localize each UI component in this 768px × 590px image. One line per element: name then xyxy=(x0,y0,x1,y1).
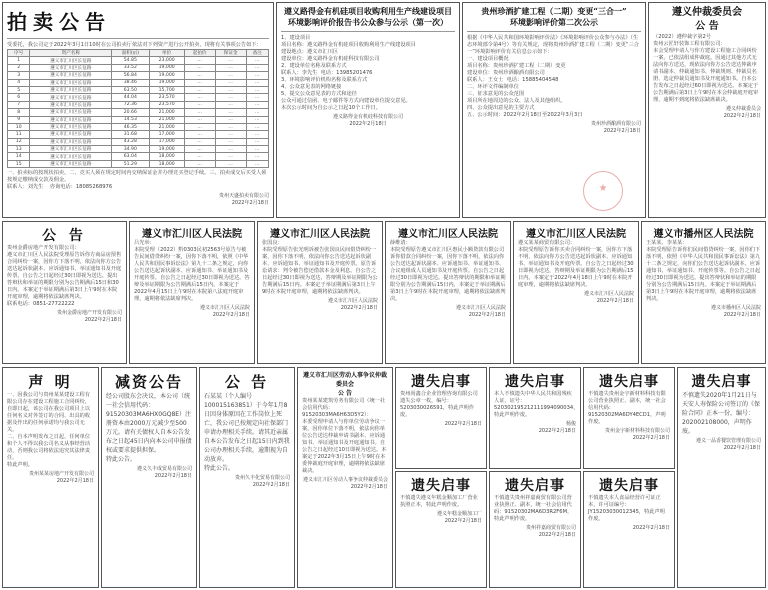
notice-body: 吕光举： 本院受理（2022）黔0303民初2563号原告与被告民间借贷纠纷一案，因你下落不明，依照《中华人民共和国民事诉讼法》第九十二条之规定，向你公告送达起诉状副本、应诉通知书、举证通知书及开庭传票。自公告之日起经过30日即视为送达。答辩及举证期限为公告期满后15日内。本案定于2022年4月15日上午9时在本院第八法庭开庭审理，逾期将依法缺席判决。 xyxy=(134,240,250,302)
table-cell: … xyxy=(215,94,246,101)
divider xyxy=(281,30,455,33)
auction-table-body xyxy=(8,57,269,168)
capital-reduction-notice xyxy=(101,367,197,588)
table-cell: … xyxy=(246,79,269,86)
table-row xyxy=(8,116,269,123)
table-cell: … xyxy=(184,79,215,86)
table-cell: … xyxy=(215,138,246,145)
public-notice xyxy=(199,367,295,588)
notice-title: 遵义市汇川区人民法院 xyxy=(270,229,370,240)
lost-notice-4 xyxy=(677,367,766,588)
table-cell: 18,000 xyxy=(149,153,184,160)
table-row xyxy=(8,94,269,101)
notice-signature: 贵州某某房地产开发有限公司 2022年2月18日 xyxy=(28,471,94,484)
notice-signature: 遵义市汇川区人民法院 2022年2月18日 xyxy=(455,305,506,318)
divider xyxy=(467,30,641,33)
table-cell: 遵义市汇川区长征路 xyxy=(30,101,112,108)
table-cell: 51.29 xyxy=(112,160,149,167)
table-cell: 8 xyxy=(8,109,30,116)
table-cell: 43.28 xyxy=(112,138,149,145)
table-cell: … xyxy=(246,101,269,108)
notice-row2-3 xyxy=(257,221,383,364)
arbitration-notice xyxy=(648,2,766,218)
notice-body: 不慎遗失遵义年糕金顺加工厂营业执照正本，特此声明作废。 xyxy=(400,495,478,508)
notice-body: 薛维清： 本院受理原告遵义市汇川区惠民小额贷款有限公司诉你借款合同纠纷一案，因你下落不明，依法向你公告送达起诉状副本、应诉通知书、举证通知书、合议庭组成人员通知书及开庭传票。自公告之日起经过30日即视为送达。提出答辩状的期限和举证期限分别为公告期满后15日内，本案定于举证期满后第3日上午9时在本院开庭审理，逾期将依法缺席判决。 xyxy=(390,240,506,302)
notice-title: 遵义市播州区人民法院 xyxy=(653,229,754,240)
lost-notice-3 xyxy=(583,367,675,469)
table-cell: 遵义市汇川区长征路 xyxy=(30,153,112,160)
notice-title: 遗失启事 xyxy=(505,374,565,390)
table-row xyxy=(8,64,269,71)
table-cell: … xyxy=(184,109,215,116)
notice-title: 遵义市汇川区人民法院 xyxy=(398,229,498,240)
notice-row2-5 xyxy=(513,221,639,364)
table-cell: … xyxy=(246,86,269,93)
table-cell: 14 xyxy=(8,153,30,160)
notice-signature: 遵义久丰成贸易有限公司 2022年2月18日 xyxy=(136,466,192,479)
table-cell: 21,000 xyxy=(149,123,184,130)
table-cell: 38.46 xyxy=(112,79,149,86)
notice-body: 经公司股东会决议，本公司（统一社会信用代码：91520303MA6HX0GQ8E）注册资本由2000万元减少至500万元。请有关债权人自本公告发布之日起45日内向本公司申报债权或要求提供担保。 特此公告。 xyxy=(106,393,192,463)
table-cell: … xyxy=(246,94,269,101)
notice-title: 公 告 xyxy=(224,373,270,391)
table-cell: 19,000 xyxy=(149,79,184,86)
table-cell: 4 xyxy=(8,79,30,86)
table-header-cell: 备注 xyxy=(246,50,269,57)
table-cell: 15 xyxy=(8,160,30,167)
table-cell: … xyxy=(184,57,215,64)
table-cell: 遵义市汇川区长征路 xyxy=(30,94,112,101)
divider xyxy=(7,37,269,40)
notice-title: 遵义市汇川区劳动人事争议仲裁委员会 公 告 xyxy=(302,372,387,397)
table-cell: 56.84 xyxy=(112,72,149,79)
table-cell: … xyxy=(215,153,246,160)
table-cell: … xyxy=(184,146,215,153)
arb-body: （2022）遵仲裁字第2号 贵州云匠轩装饰工程有限公司： 本会受理申请人与你方建设工程施工合同纠纷一案，已依法组成仲裁庭。因通过其他方式无法向你方送达，现依法向你方公告送达仲裁申请书副本、仲裁通知书、仲裁规则、仲裁员名册、选定仲裁员通知书及开庭通知书。自本公告发布之日起经过60日即视为送达。本案定于公告期满后第3日上午9时在本会仲裁庭开庭审理，逾期不到庭将依法缺席裁决。 xyxy=(653,34,759,103)
table-cell: 2 xyxy=(8,64,30,71)
auction-contact: 联系人：刘先生 咨询电话：18085268976 xyxy=(7,184,113,191)
table-row xyxy=(8,109,269,116)
table-cell: 7 xyxy=(8,101,30,108)
table-cell: 遵义市汇川区长征路 xyxy=(30,146,112,153)
auction-title: 拍卖公告 xyxy=(7,10,111,34)
notice-row2-6 xyxy=(641,221,766,364)
notice-body: 石某某（个人编号100015163851）于今年1月8日因身体原因在工作岗位上死亡，我公司已按规定向社保部门申请办理相关手续。请其近亲属自本公告发布之日起15日内到我公司办理相关手续，逾期视为自动放弃。 特此公告。 xyxy=(204,393,290,472)
table-cell: … xyxy=(246,72,269,79)
table-cell: … xyxy=(246,116,269,123)
notice-body: 不慎遗失贵州祥嘉商贸有限公司营业执照正、副本，统一社会信用代码：91520302MA6D3R2F6M，特此声明作废。 xyxy=(494,495,573,522)
table-cell: … xyxy=(184,116,215,123)
env2-title: 贵州珍酒扩建工程（二期）变更“三合一” 环境影响评价第二次公示 xyxy=(481,6,627,27)
table-cell: 遵义市汇川区长征路 xyxy=(30,72,112,79)
auction-notes: 一、拍卖标的按现状拍卖。二、竞买人须在规定时间内交纳保证金并办理竞买登记手续。三、拍卖成交后买受人须按规定缴纳成交款及佣金。 xyxy=(7,170,267,184)
notice-signature: 贵州久丰化贸易有限公司 2022年2月18日 xyxy=(234,475,290,488)
notice-title: 遗失启事 xyxy=(691,374,752,390)
table-cell: … xyxy=(215,86,246,93)
table-cell: 72.36 xyxy=(112,101,149,108)
table-cell: … xyxy=(215,131,246,138)
notice-body: 本人不慎遗失中华人民共和国残疾人证，证号：520302195212111994090034，特此声明作废。 xyxy=(494,391,579,418)
table-row xyxy=(8,86,269,93)
table-cell: … xyxy=(184,64,215,71)
lost-notice-1 xyxy=(395,367,487,469)
table-header-cell: 资产名称 xyxy=(30,50,112,57)
table-row xyxy=(8,153,269,160)
table-header-cell: 面积(㎡) xyxy=(112,50,149,57)
table-cell: … xyxy=(246,131,269,138)
table-cell: … xyxy=(246,146,269,153)
table-cell: 18,000 xyxy=(149,160,184,167)
table-cell: … xyxy=(215,116,246,123)
table-row xyxy=(8,72,269,79)
table-cell: 10 xyxy=(8,123,30,130)
table-cell: … xyxy=(215,146,246,153)
env1-signature: 遵义路得金有机硅科技有限公司 2022年2月18日 xyxy=(332,114,403,127)
env-notice-1 xyxy=(276,2,460,218)
table-cell: 遵义市汇川区长征路 xyxy=(30,116,112,123)
table-cell: … xyxy=(184,138,215,145)
table-row xyxy=(8,131,269,138)
table-header-cell: 起拍价 xyxy=(184,50,215,57)
notice-row2-1 xyxy=(2,221,127,364)
notice-title: 公 告 xyxy=(42,228,87,244)
notice-title: 遗失启事 xyxy=(411,478,471,494)
table-cell: 11 xyxy=(8,131,30,138)
table-cell: 23,570 xyxy=(149,101,184,108)
table-cell: … xyxy=(184,153,215,160)
lost-notice-6 xyxy=(489,471,581,588)
auction-table-header xyxy=(8,50,269,57)
notice-title: 遗失启事 xyxy=(505,478,565,494)
notice-body: 不慎遗失本人食品经营许可证正本，许可证编号：JY15203030012345，特此声明作废。 xyxy=(588,495,665,522)
table-cell: 44.04 xyxy=(112,94,149,101)
table-cell: 63.04 xyxy=(112,153,149,160)
notice-signature: 2022年2月18日 xyxy=(632,525,670,531)
table-cell: … xyxy=(184,123,215,130)
notice-signature: 遵义市汇川区人民法院 2022年2月18日 xyxy=(327,298,378,311)
table-cell: … xyxy=(215,123,246,130)
notice-title: 遗失启事 xyxy=(599,478,659,494)
lost-notice-5 xyxy=(395,471,487,588)
table-cell: 遵义市汇川区长征路 xyxy=(30,57,112,64)
table-cell: … xyxy=(215,64,246,71)
table-cell: … xyxy=(215,101,246,108)
table-row xyxy=(8,79,269,86)
notice-signature: 贵州金爵房地产开发有限公司 2022年2月18日 xyxy=(56,310,122,323)
notice-signature: 遵义市汇川区人民法院 2022年2月18日 xyxy=(583,291,634,304)
table-cell: … xyxy=(246,109,269,116)
notice-body: 王某某、李某某： 本院受理原告诉你们民间借贷纠纷一案，因你们下落不明，依照《中华人民共和国民事诉讼法》第九十二条之规定，向你们公告送达起诉状副本、应诉通知书、举证通知书、开庭传票等。自公告之日起经过30日即视为送达。提出答辩状和举证的期限分别为公告期满后15日内。本案定于举证期满后第3日上午9时在本院开庭审理，逾期将依法缺席判决。 xyxy=(646,240,761,302)
table-cell: 19,000 xyxy=(149,64,184,71)
table-cell: … xyxy=(215,109,246,116)
table-cell: … xyxy=(246,64,269,71)
notice-title: 声 明 xyxy=(28,373,73,391)
table-cell: 17,000 xyxy=(149,131,184,138)
table-cell: 12 xyxy=(8,138,30,145)
table-cell: … xyxy=(184,94,215,101)
table-cell: 20.66 xyxy=(112,109,149,116)
table-cell: … xyxy=(246,123,269,130)
table-cell: 21,000 xyxy=(149,109,184,116)
lost-notice-2 xyxy=(489,367,581,469)
auction-table xyxy=(7,49,269,168)
table-cell: 19,000 xyxy=(149,72,184,79)
env1-title: 遵义路得金有机硅项目收购利用生产线建设项目 环境影响评价报告书公众参与公示（第一次） xyxy=(284,6,452,27)
auction-intro: 受委托，我公司定于2022年3月1日10时在公司拍卖厅依法对下列资产进行公开拍卖，现将有关事项公告如下： xyxy=(7,42,262,48)
notice-title: 减资公告 xyxy=(114,373,183,391)
table-cell: 14.53 xyxy=(112,116,149,123)
table-cell: 遵义市汇川区长征路 xyxy=(30,79,112,86)
notice-signature: 贵州金宇新材料科技有限公司 2022年2月18日 xyxy=(604,428,670,441)
table-cell: … xyxy=(184,131,215,138)
notice-row2-2 xyxy=(129,221,255,364)
notice-body: 张国良： 本院受理原告张光明诉被告张国良民间借贷纠纷一案，因你下落不明，依法向你公告送达起诉状副本、应诉通知书、举证通知书及开庭传票。原告诉讼请求：判令被告偿还借款本金及利息。自公告之日起经过30日即视为送达，答辩期及举证期限为公告期满后15日内。本案定于举证期满后第3日上午9时在本院开庭审理，逾期将依法缺席判决。 xyxy=(262,240,378,295)
labor-arbitration-notice xyxy=(297,367,393,588)
table-cell: … xyxy=(215,57,246,64)
table-cell: 19,000 xyxy=(149,146,184,153)
table-row xyxy=(8,160,269,167)
table-cell: 15,700 xyxy=(149,86,184,93)
env2-body: 根据《中华人民共和国环境影响评价法》《环境影响评价公众参与办法》（生态环境部令第4号）等有关规定，现将贵州珍酒扩建工程（二期）变更“三合一”环境影响评价有关信息公示如下： 一、建设项目概况 项目名称：贵州珍酒扩建工程（二期）变更 建设单位：贵州珍酒酿酒有限公司 联系人：王女士 电话：15885404548 二、环评文件编制单位 三、征求意见的公众范围 项目所在地周边的公众、法人及其他组织。 四、公众提出意见的主要方式 五、公示时间：2022年2月18日至2022年3月3日 xyxy=(467,35,639,118)
env2-signature: 贵州珍酒酿酒有限公司 2022年2月18日 xyxy=(590,121,641,134)
table-header-cell: 保证金 xyxy=(215,50,246,57)
table-cell: … xyxy=(184,101,215,108)
table-cell: … xyxy=(184,72,215,79)
env-notice-2 xyxy=(462,2,646,218)
lost-notice-7 xyxy=(583,471,675,588)
table-cell: 23,570 xyxy=(149,94,184,101)
auction-notice xyxy=(2,2,274,218)
table-cell: … xyxy=(246,153,269,160)
notice-body: 不慎遗失2020年1月21日与天安人寿保险公司签订的《保险合同》正本一份，编号：202002108000，声明作废。 xyxy=(682,392,761,435)
table-cell: 遵义市汇川区长征路 xyxy=(30,64,112,71)
table-cell: … xyxy=(184,86,215,93)
table-cell: 遵义市汇川区长征路 xyxy=(30,138,112,145)
arb-signature: 遵义仲裁委员会 2022年2月18日 xyxy=(723,106,761,119)
table-cell: 54.85 xyxy=(112,57,149,64)
table-cell: 5 xyxy=(8,86,30,93)
table-cell: 遵义市汇川区长征路 xyxy=(30,109,112,116)
table-cell: 13 xyxy=(8,146,30,153)
notice-signature: 2022年2月18日 xyxy=(444,421,482,427)
table-cell: 23,000 xyxy=(149,57,184,64)
table-cell: … xyxy=(246,160,269,167)
notice-signature: 贵州祥嘉商贸有限公司 2022年2月18日 xyxy=(525,525,576,538)
table-cell: … xyxy=(215,160,246,167)
env1-body: 1、建设项目 项目名称：遵义路得金有机硅项目收购利用生产线建设项目 建设地点：遵义市汇川区 建设单位：遵义路得金有机硅科技有限公司 2、建设单位名称及联系方式 联系人：李先生 电话：13985201476 3、环境影响评价机构名称及联系方式 4、公众意见表的网络链接 5、提交公众意见表的方式和途径 公众可通过信函、电子邮件等方式向建设单位提交意见。 本次公示时间为自公示之日起10个工作日。 xyxy=(281,35,416,111)
notice-signature: 遵义市播州区人民法院 2022年2月18日 xyxy=(710,305,761,318)
notice-body: 贵州金爵房地产开发有限公司： 遵义市汇川区人民法院受理原告诉你方商品房预售合同纠纷一案，因你方下落不明，依法向你方公告送达起诉状副本、应诉通知书、举证通知书及开庭传票。自公告之日起经过30日即视为送达。提出答辩状和举证的期限分别为公告期满后15日和30日内。本案定于举证期满后第3日上午9时在本院开庭审理，逾期将依法缺席判决。 联系电话：0851-27722222 xyxy=(7,245,122,307)
notice-title: 遵义市汇川区人民法院 xyxy=(142,229,242,240)
table-cell: 17,000 xyxy=(149,138,184,145)
table-cell: … xyxy=(184,160,215,167)
notice-body: 遵义某某商贸有限公司： 本院受理原告诉你买卖合同纠纷一案，因你方下落不明，依法向你方公告送达起诉状副本、应诉通知书、举证通知书及开庭传票。自公告之日起经过30日即视为送达，答辩期及举证期限为公告期满后15日内。本案定于2022年4月18日上午9时在本院开庭审理，逾期将依法缺席判决。 xyxy=(518,240,634,288)
table-header-cell: 序号 xyxy=(8,50,30,57)
table-cell: 46.35 xyxy=(112,123,149,130)
notice-signature: 杨俊 2022年2月18日 xyxy=(538,421,576,434)
table-cell: … xyxy=(246,57,269,64)
table-row xyxy=(8,101,269,108)
table-cell: 1 xyxy=(8,57,30,64)
notice-body: 贵州某某建筑劳务有限公司（统一社会信用代码：91520303MA6H63D5Y2）： 本委受理申请人与你单位劳动争议一案，因你单位下落不明，依法向你单位公告送达仲裁申请书副本、应诉通知书、举证通知书及开庭通知书。自公告之日起经过10日即视为送达。本案定于2022年3月15日上午9时在本委仲裁庭开庭审理，逾期将依法缺席裁决。 xyxy=(302,398,387,474)
notice-row2-4 xyxy=(385,221,511,364)
table-cell: 63.50 xyxy=(112,86,149,93)
notice-body: 不慎遗失贵州金宇新材料科技有限公司营业执照正、副本，统一社会信用代码：91520302MA6DY4ECD1，声明作废。 xyxy=(588,391,666,425)
arb-title: 遵义仲裁委员会 公 告 xyxy=(672,7,742,32)
table-cell: 遵义市汇川区长征路 xyxy=(30,86,112,93)
auction-signature: 贵州天盛拍卖有限公司 2022年2月18日 xyxy=(218,193,269,207)
table-cell: 遵义市汇川区长征路 xyxy=(30,160,112,167)
table-header-cell: 单价 xyxy=(149,50,184,57)
table-cell: … xyxy=(246,138,269,145)
table-cell: 21,000 xyxy=(149,116,184,123)
notice-signature: 遵义市汇川区劳动人事争议仲裁委员会 2022年2月18日 xyxy=(302,477,388,490)
notice-title: 遗失启事 xyxy=(599,374,659,390)
notice-signature: 遵义市汇川区人民法院 2022年2月18日 xyxy=(199,305,250,318)
table-cell: 3 xyxy=(8,72,30,79)
table-cell: 31.68 xyxy=(112,131,149,138)
table-cell: 遵义市汇川区长征路 xyxy=(30,123,112,130)
notice-signature: 遵义一品香餐饮管理有限公司 2022年2月18日 xyxy=(695,438,761,451)
table-row xyxy=(8,123,269,130)
statement-notice xyxy=(2,367,99,588)
table-row xyxy=(8,57,269,64)
table-row xyxy=(8,138,269,145)
notice-title: 遗失启事 xyxy=(411,374,471,390)
red-seal-stamp xyxy=(583,171,623,211)
notice-signature: 遵义年糕金顺加工厂 2022年2月18日 xyxy=(436,511,482,524)
table-cell: … xyxy=(215,72,246,79)
notice-title: 遵义市汇川区人民法院 xyxy=(526,229,626,240)
table-cell: 6 xyxy=(8,94,30,101)
table-cell: 9 xyxy=(8,116,30,123)
table-cell: 33.52 xyxy=(112,64,149,71)
table-cell: 34.90 xyxy=(112,146,149,153)
notice-body: 贵州尚鑫合企业管理咨询有限公司遗失公章一枚，编号：5203030026591，特此声明作废。 xyxy=(400,391,478,418)
notice-body: 一、因我公司与贵州某某建设工程有限公司存在建设工程施工合同纠纷，自即日起，该公司在我公司项目上以任何名义对外签订的合同、出具的收据及作出的任何承诺均与我公司无关。 二、自本声明发布之日起，任何单位和个人不得以我公司名义从事经营活动，否则我公司将依法追究其法律责任。 特此声明。 xyxy=(7,392,91,468)
table-cell: … xyxy=(215,79,246,86)
table-cell: 遵义市汇川区长征路 xyxy=(30,131,112,138)
table-row xyxy=(8,146,269,153)
